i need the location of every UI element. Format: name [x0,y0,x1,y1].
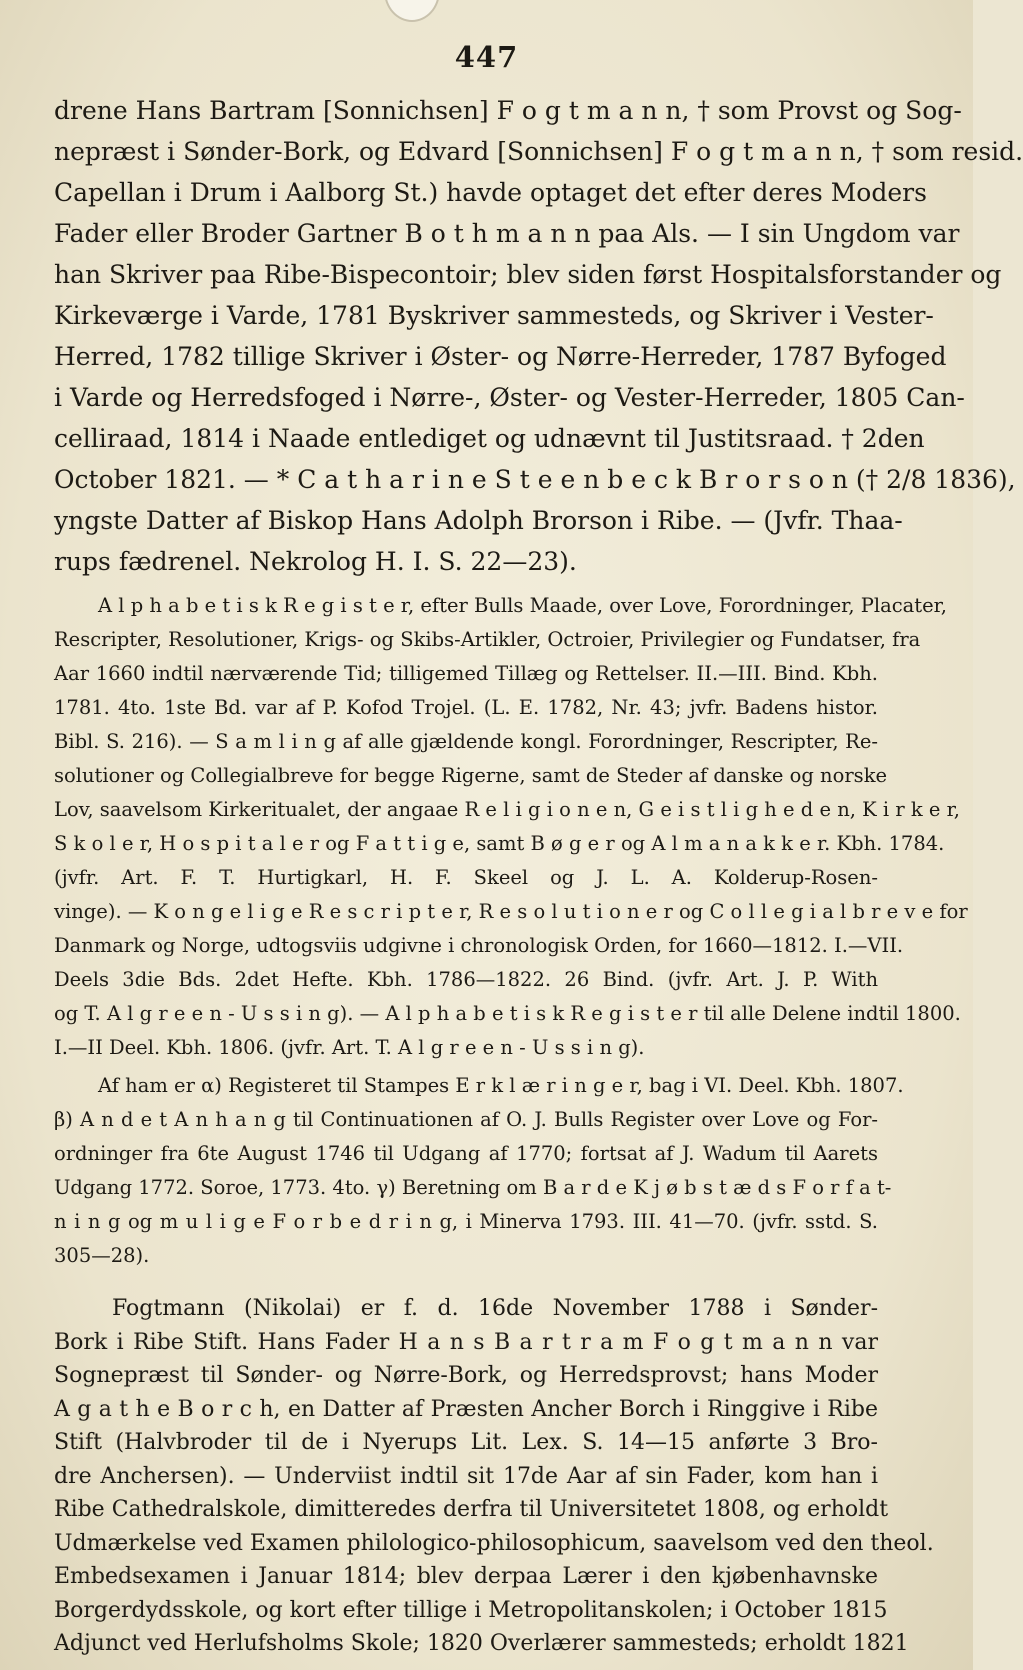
works-line: Bibl. S. 216). — S a m l i n g af alle gjældende kongl. Forordninger, Rescripter, Re- [54,730,878,753]
text-line: Embedsexamen i Januar 1814; blev derpaa Lærer i den kjøbenhavnske [54,1564,878,1589]
text-line: dre Anchersen). — Underviist indtil sit 17de Aar af sin Fader, kom han i [54,1463,878,1489]
text-line: Capellan i Drum i Aalborg St.) havde optaget det efter deres Moders [54,178,927,207]
text-line: Adjunct ved Herlufsholms Skole; 1820 Overlærer sammesteds; erholdt 1821 [54,1631,909,1656]
text-line: Bork i Ribe Stift. Hans Fader H a n s B a r t r a m F o g t m a n n var [54,1329,878,1355]
paper-hole-top [384,0,440,22]
text-line: drene Hans Bartram [Sonnichsen] F o g t m a n n, † som Provst og Sog- [54,96,962,125]
works-line: Danmark og Norge, udtogsviis udgivne i chronologisk Orden, for 1660—1812. I.—VII. [54,934,904,957]
text-line: han Skriver paa Ribe-Bispecontoir; blev siden først Hospitalsforstander og [54,260,1002,289]
works-line: 1781. 4to. 1ste Bd. var af P. Kofod Trojel. (L. E. 1782, Nr. 43; jvfr. Badens histor. [54,696,878,719]
text-line: nepræst i Sønder-Bork, og Edvard [Sonnichsen] F o g t m a n n, † som resid. [54,137,1023,166]
works-line: vinge). — K o n g e l i g e R e s c r i p t e r, R e s o l u t i o n e r og C o l l e g i a l b r e v e for [54,900,968,923]
text-line: i Varde og Herredsfoged i Nørre-, Øster- og Vester-Herreder, 1805 Can- [54,383,965,412]
works-line: Lov, saavelsom Kirkeritualet, der angaae R e l i g i o n e n, G e i s t l i g h e d e n, K i r k e r, [54,798,961,821]
works-line: n i n g og m u l i g e F o r b e d r i n g, i Minerva 1793. III. 41—70. (jvfr. sstd. S. [54,1210,878,1233]
text-line: Borgerdydsskole, og kort efter tillige i Metropolitanskolen; i October 1815 [54,1597,888,1623]
page-number: 447 [454,40,519,74]
text-line: Kirkeværge i Varde, 1781 Byskriver sammesteds, og Skriver i Vester- [54,301,934,330]
works-line: ordninger fra 6te August 1746 til Udgang af 1770; fortsat af J. Wadum til Aarets [54,1142,878,1165]
works-line: S k o l e r, H o s p i t a l e r og F a t t i g e, samt B ø g e r og A l m a n a k k e r. Kbh. 1784. [54,832,945,855]
works-line: (jvfr. Art. F. T. Hurtigkarl, H. F. Skeel og J. L. A. Kolderup-Rosen- [54,866,878,889]
works-line: solutioner og Collegialbreve for begge Rigerne, samt de Steder af danske og norske [54,764,888,787]
works-line: Udgang 1772. Soroe, 1773. 4to. γ) Beretning om B a r d e K j ø b s t æ d s F o r f a t- [54,1176,892,1199]
works-line: Deels 3die Bds. 2det Hefte. Kbh. 1786—1822. 26 Bind. (jvfr. Art. J. P. With [54,968,878,991]
works-line: I.—II Deel. Kbh. 1806. (jvfr. Art. T. A l g r e e n - U s s i n g). [54,1036,645,1059]
works-line: A l p h a b e t i s k R e g i s t e r, efter Bulls Maade, over Love, Forordninger, Placater, [98,594,948,617]
text-line: rups fædrenel. Nekrolog H. I. S. 22—23). [54,547,577,576]
works-line: β) A n d e t A n h a n g til Continuationen af O. J. Bulls Register over Love og For- [54,1108,878,1131]
text-line: October 1821. — * C a t h a r i n e S t e e n b e c k B r o r s o n († 2/8 1836), [54,465,1016,494]
text-line: yngste Datter af Biskop Hans Adolph Brorson i Ribe. — (Jvfr. Thaa- [54,506,903,535]
works-line: og T. A l g r e e n - U s s i n g). — A l p h a b e t i s k R e g i s t e r til alle Delene indtil 1800. [54,1002,961,1025]
works-line: 305—28). [54,1244,150,1267]
text-line: A g a t h e B o r c h, en Datter af Præsten Ancher Borch i Ringgive i Ribe [54,1396,878,1422]
text-line: Sognepræst til Sønder- og Nørre-Bork, og Herredsprovst; hans Moder [54,1363,878,1388]
text-line: celliraad, 1814 i Naade entlediget og udnævnt til Justitsraad. † 2den [54,424,925,453]
entry-heading-line: Fogtmann (Nikolai) er f. d. 16de November 1788 i Sønder- [112,1296,878,1321]
text-line: Stift (Halvbroder til de i Nyerups Lit. Lex. S. 14—15 anførte 3 Bro- [54,1430,878,1455]
works-line: Af ham er α) Registeret til Stampes E r k l æ r i n g e r, bag i VI. Deel. Kbh. 1807. [98,1074,904,1097]
text-line: Fader eller Broder Gartner B o t h m a n n paa Als. — I sin Ungdom var [54,219,960,248]
text-line: Udmærkelse ved Examen philologico-philosophicum, saavelsom ved den theol. [54,1530,934,1556]
works-line: Rescripter, Resolutioner, Krigs- og Skibs-Artikler, Octroier, Privilegier og Fundatser, fra [54,628,921,651]
works-line: Aar 1660 indtil nærværende Tid; tilligemed Tillæg og Rettelser. II.—III. Bind. Kbh. [54,662,878,685]
text-line: Herred, 1782 tillige Skriver i Øster- og Nørre-Herreder, 1787 Byfoged [54,342,947,371]
text-line: Ribe Cathedralskole, dimitteredes derfra til Universitetet 1808, og erholdt [54,1497,889,1522]
